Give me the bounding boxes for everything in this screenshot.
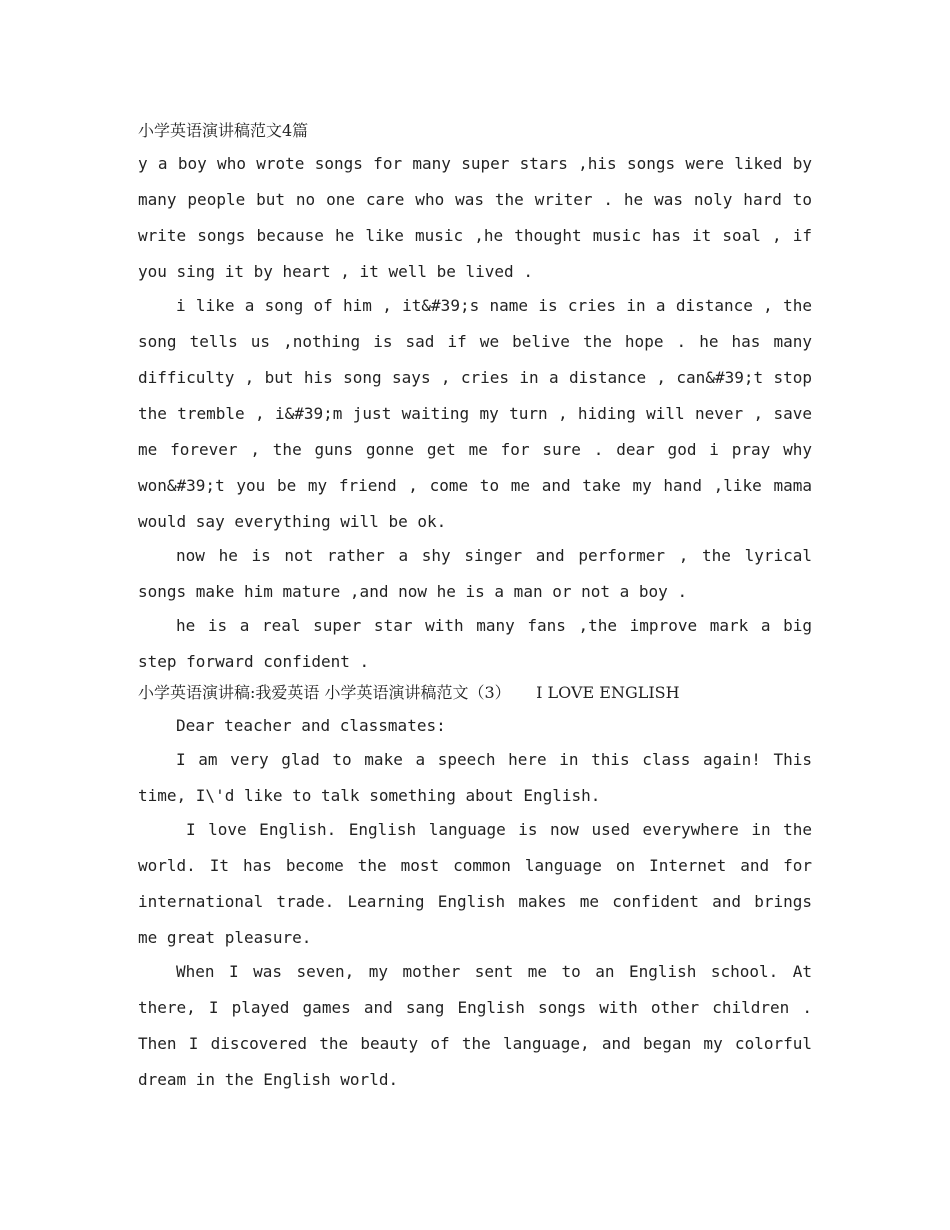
speech-greeting: Dear teacher and classmates: — [176, 716, 446, 735]
section-heading: 小学英语演讲稿:我爱英语 小学英语演讲稿范文（3） I LOVE ENGLISH — [138, 683, 680, 702]
paragraph-3: now he is not rather a shy singer and performer , the lyrical songs make him mature ,and now he is a man or not a boy . — [138, 546, 812, 601]
document-page — [138, 116, 812, 1096]
paragraph-4: he is a real super star with many fans ,the improve mark a big step forward confident . — [138, 616, 812, 671]
speech-paragraph-2: I love English. English language is now used everywhere in the world. It has become the most common language on Internet and for international trade. Learning English makes me confident and brings me great pleasure. — [138, 820, 812, 947]
paragraph-2: i like a song of him , it&#39;s name is cries in a distance , the song tells us ,nothing is sad if we belive the hope . he has many difficulty , but his song says , cries in a distance , can&#39;t stop the tremble , i&#39;m just waiting my turn , hiding will never , save me forever , the guns gonne get me for sure . dear god i pray why won&#39;t you be my friend , come to me and take my hand ,like mama would say everything will be ok. — [138, 296, 812, 531]
document-title: 小学英语演讲稿范文4篇 — [138, 121, 309, 140]
speech-paragraph-3: When I was seven, my mother sent me to an English school. At there, I played games and sang English songs with other children . Then I discovered the beauty of the language, and began my colorful dream in the English world. — [138, 962, 812, 1089]
paragraph-1: y a boy who wrote songs for many super stars ,his songs were liked by many people but no one care who was the writer . he was noly hard to write songs because he like music ,he thought music has it soal , if you sing it by heart , it well be lived . — [138, 154, 812, 281]
speech-paragraph-1: I am very glad to make a speech here in this class again! This time, I\'d like to talk something about English. — [138, 750, 812, 805]
